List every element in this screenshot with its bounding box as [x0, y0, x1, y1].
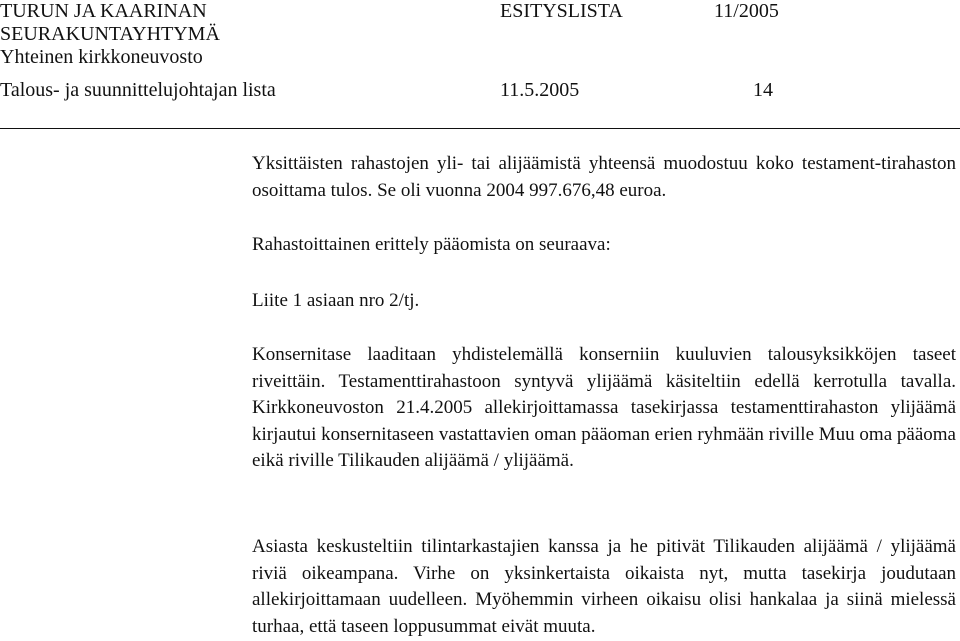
- paragraph-breakdown-intro: Rahastoittainen erittely pääomista on seuraava:: [252, 234, 611, 255]
- header-doc-type: ESITYSLISTA: [500, 0, 623, 22]
- header-divider: [0, 128, 960, 129]
- header-doc-number: 11/2005: [714, 0, 779, 22]
- header-list-title: Talous- ja suunnittelujohtajan lista: [0, 79, 276, 101]
- paragraph-attachment-ref: Liite 1 asiaan nro 2/tj.: [252, 290, 420, 311]
- header-org-line2: SEURAKUNTAYHTYMÄ: [0, 23, 220, 45]
- header-page-number: 14: [753, 79, 773, 101]
- paragraph-total-result: Yksittäisten rahastojen yli- tai alijäämistä yhteensä muodostuu koko testament-tirahaston osoittama tulos. Se oli vuonna 2004 997.676,48 euroa.: [252, 153, 956, 201]
- header-date: 11.5.2005: [500, 79, 580, 101]
- paragraph-auditor-discussion: Asiasta keskusteltiin tilintarkastajien kanssa ja he pitivät Tilikauden alijäämä / ylijäämä riviä oikeampana. Virhe on yksinkertaista oikaista nyt, mutta tasekirja joudutaan allekirjoittamaan uudelleen. Myöhemmin virheen oikaisu olisi hankalaa ja siinä mielessä turhaa, että taseen loppusummat eivät muuta.: [252, 536, 956, 637]
- paragraph-consolidated-balance: Konsernitase laaditaan yhdistelemällä konserniin kuuluvien talousyksikköjen taseet riveittäin. Testamenttirahastoon syntyvä ylijäämä käsiteltiin edellä kerrotulla tavalla. Kirkkoneuvoston 21.4.2005 allekirjoittamassa tasekirjassa testamenttirahaston ylijäämä kirjautui konsernitaseen vastattavien oman pääoman erien ryhmään riville Muu oma pääoma eikä riville Tilikauden alijäämä / ylijäämä.: [252, 344, 956, 471]
- header-org-line1: TURUN JA KAARINAN: [0, 0, 207, 22]
- header-council: Yhteinen kirkkoneuvosto: [0, 46, 203, 68]
